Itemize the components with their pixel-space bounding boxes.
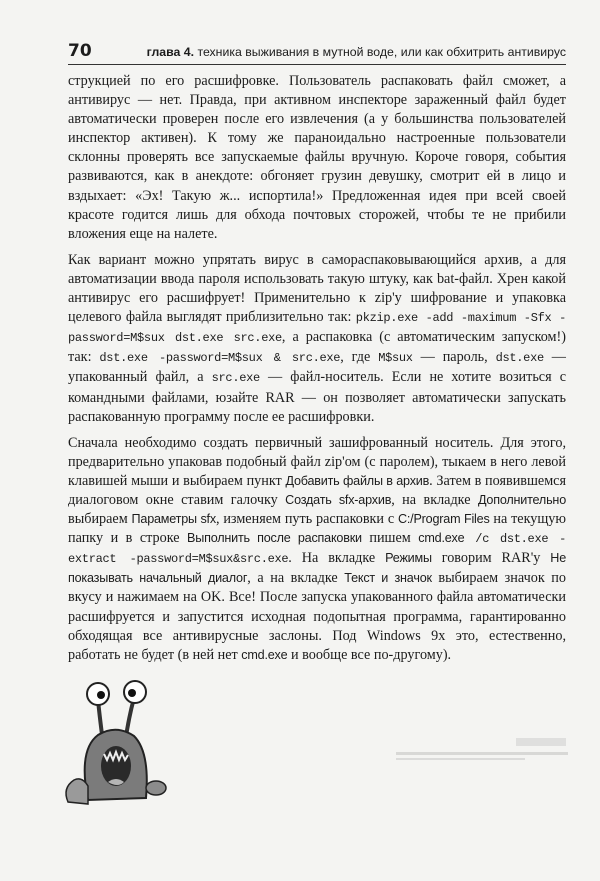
ui-term-program-files: C:/Program Files xyxy=(397,512,490,527)
page-header xyxy=(68,40,566,65)
code-unpack-command: dst.exe -password=M$sux & src.exe xyxy=(99,351,341,366)
chapter-label: глава 4. xyxy=(146,45,195,59)
text-run: . Затем в появившемся диалоговом окне ставим галочку xyxy=(68,472,567,508)
ui-term-cmd-exe: cmd.exe xyxy=(418,531,465,546)
ui-term-text-and-icon: Текст и значок xyxy=(344,571,432,586)
code-pkzip-command: pkzip.exe -add -maximum -Sfx -password=M$sux dst.exe src.exe xyxy=(68,311,566,346)
text-run: , а распаковка (с автоматическим запуском!) так: xyxy=(68,329,566,366)
ui-term-cmd-exe-2: cmd.exe xyxy=(241,647,288,662)
ui-term-sfx-options: Параметры sfx xyxy=(131,512,216,527)
code-extract-command: /c dst.exe -extract -password=M$sux&src.exe xyxy=(68,532,566,567)
snail-mascot-illustration xyxy=(58,680,168,810)
text-run: говорим RAR'у xyxy=(431,550,551,567)
text-run: на текущую папку и в строке xyxy=(68,511,566,547)
text-run: , где xyxy=(340,349,379,366)
running-title xyxy=(147,43,566,61)
chapter-title: техника выживания в мутной воде, или как обхитрить антивирус xyxy=(194,45,566,59)
text-run: и вообще все по-другому). xyxy=(287,646,452,663)
text-run: — упакованный файл, а xyxy=(68,349,566,386)
ui-term-modes: Режимы xyxy=(385,551,432,566)
ui-term-run-after-extract: Выполнить после распаковки xyxy=(187,531,362,546)
text-run: , изменяем путь распаковки с xyxy=(215,511,398,528)
bleed-through-smudge xyxy=(396,752,568,764)
code-dst-exe: dst.exe xyxy=(495,351,544,366)
text-run: Сначала необходимо создать первичный зашифрованный носитель. Для этого, предварительно упаковав подобный файл zip'ом (с паролем), тыкаем в него левой клавишей мыши и выбираем пункт xyxy=(68,434,566,489)
text-run: выбираем xyxy=(68,511,132,528)
text-run: , а на вкладке xyxy=(247,570,345,587)
ui-term-create-sfx: Создать sfx-архив xyxy=(285,492,392,507)
paragraph-2 xyxy=(68,251,566,427)
ui-term-advanced: Дополнительно xyxy=(477,492,566,507)
page-number: 70 xyxy=(68,41,92,61)
text-run: пишем xyxy=(361,530,419,547)
text-run: Как вариант можно упрятать вирус в самораспаковывающийся архив, а для автоматизации ввода пароля использовать такую штуку, как bat-файл. Хрен какой антивирус его расшифрует! Применительно к zip'у шифрование и упаковка целевого файла выглядят приблизительно так: xyxy=(68,251,566,326)
text-run: — пароль, xyxy=(412,349,496,366)
paragraph-3 xyxy=(68,434,566,665)
text-run: . На вкладке xyxy=(288,550,386,567)
text-run: — файл-носитель. Если не хотите возиться с командными файлами, юзайте RAR — он позволяет автоматически запускать распакованную программу после ее расшифровки. xyxy=(68,369,567,425)
body-text xyxy=(68,72,566,672)
text-run: , на вкладке xyxy=(391,491,478,508)
ui-term-hide-start-dialog: Не показывать начальный диалог xyxy=(68,551,566,586)
paragraph-1: струкцией по его расшифровке. Пользователь распаковать файл сможет, а антивирус — нет. Правда, при активном инспекторе зараженный файл будет автоматически проверен после его извлечения (а у большинства пользователей инспектор активен). К тому же параноидально настроенные пользователи склонны проверять все запускаемые файлы вручную. Короче говоря, события развиваются, как в анекдоте: обгоняет грузин девушку, смотрит ей в лицо и вздыхает: «Эх! Такую ж... испортила!» Предложенная идея при всей своей красоте годится лишь для обхода почтовых сторожей, чтобы те не прибили вложения еще на налете. xyxy=(68,73,566,242)
code-password: M$sux xyxy=(378,351,413,366)
code-src-exe: src.exe xyxy=(211,371,260,386)
mascot-hand xyxy=(146,781,166,795)
text-run: выбираем значок по вкусу и нажимаем на OK. Все! После запуска упакованного файла автоматически расшифруется и запустится исходная подопытная программа, гарантированно обходящая все антивирусные заслоны. Под Windows 9x это, естественно, работать не будет (в ней нет xyxy=(68,570,566,663)
mascot-tail xyxy=(66,779,88,804)
ui-term-add-to-archive: Добавить файлы в архив xyxy=(285,473,430,488)
